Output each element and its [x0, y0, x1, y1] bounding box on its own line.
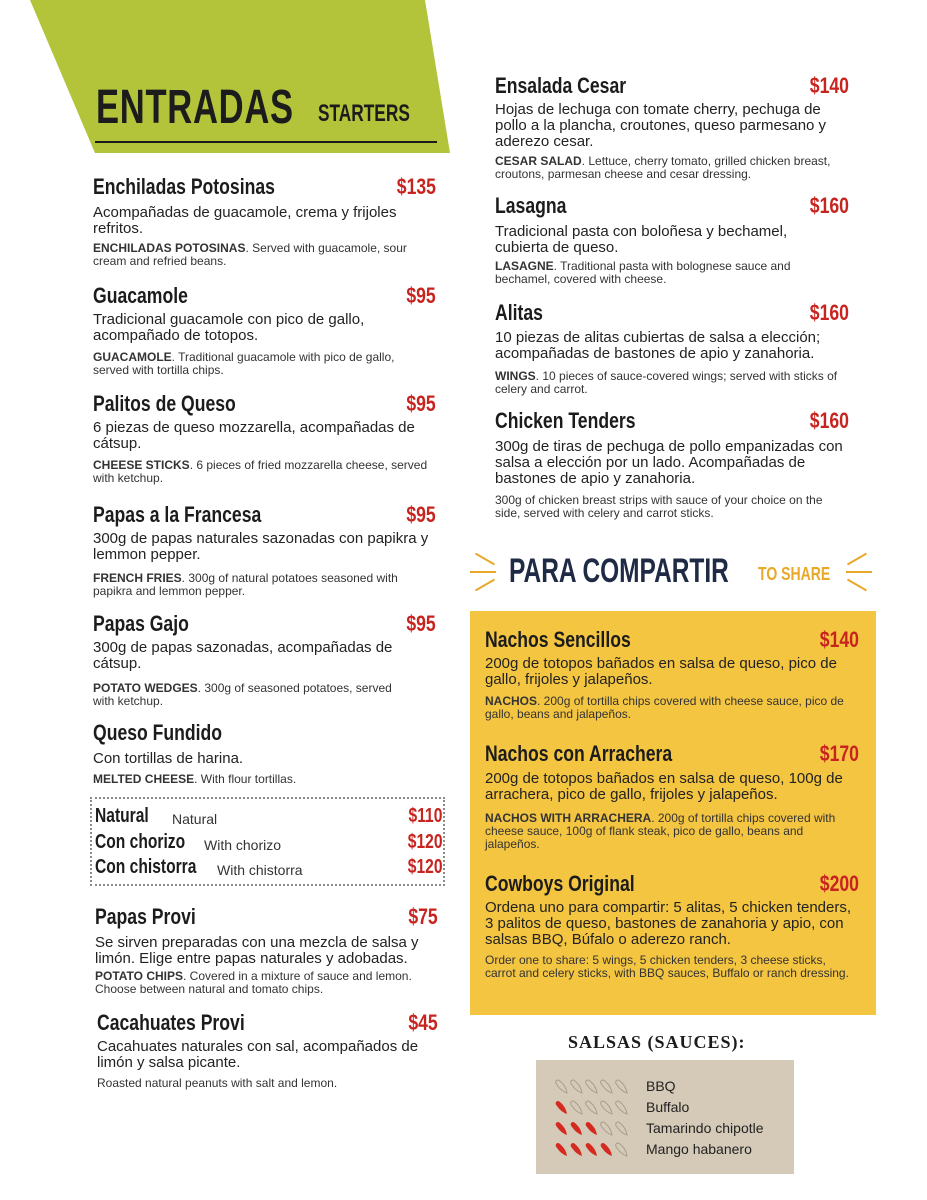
chili-pepper-icon: [616, 1143, 627, 1156]
chili-pepper-icon: [586, 1143, 597, 1156]
item-description-es: Cacahuates naturales con sal, acompañados de limón y salsa picante.: [97, 1038, 419, 1071]
item-name: Nachos Sencillos: [485, 627, 631, 652]
option-price: $120: [407, 831, 442, 853]
item-description-en: LASAGNE. Traditional pasta with bolognese sauce and bechamel, covered with cheese.: [495, 259, 791, 286]
item-description-en: WINGS. 10 pieces of sauce-covered wings; served with sticks of celery and carrot.: [495, 369, 838, 396]
item-description-es: Tradicional guacamole con pico de gallo, acompañado de totopos.: [93, 311, 365, 344]
chili-pepper-icon: [556, 1143, 567, 1156]
chili-pepper-icon: [571, 1143, 582, 1156]
chili-pepper-icon: [616, 1080, 627, 1093]
option-price: $120: [407, 856, 442, 878]
item-description-es: 200g de totopos bañados en salsa de queso, 100g de arrachera, pico de gallo, frijoles y jalapeños.: [485, 770, 843, 803]
chili-pepper-icon: [556, 1122, 567, 1135]
pepper-heat-icon: [554, 1141, 634, 1157]
share-section-title: PARA COMPARTIR: [509, 552, 729, 590]
menu-item-chicken-tenders: [495, 408, 849, 523]
option-name-en: With chistorra: [217, 862, 303, 878]
menu-item-papas-francesa: [93, 502, 436, 602]
item-name: Ensalada Cesar: [495, 73, 627, 98]
item-description-en: NACHOS WITH ARRACHERA. 200g of tortilla chips covered with cheese sauce, 100g of flank steak, pico de gallo, beans and jalapeños.: [485, 811, 836, 851]
menu-item-ensalada-cesar: [495, 73, 849, 188]
item-name: Cacahuates Provi: [97, 1010, 245, 1035]
salsa-name: BBQ: [646, 1078, 676, 1094]
option-name: Con chorizo: [95, 831, 186, 853]
chili-pepper-icon: [586, 1101, 597, 1114]
salsa-name: Mango habanero: [646, 1141, 752, 1157]
item-name: Enchiladas Potosinas: [93, 174, 275, 199]
item-description-es: Acompañadas de guacamole, crema y frijoles refritos.: [93, 204, 397, 237]
item-price: $140: [809, 73, 849, 98]
option-name-en: Natural: [172, 811, 218, 827]
share-section-subtitle: TO SHARE: [758, 564, 831, 584]
chili-pepper-icon: [601, 1080, 612, 1093]
option-name-en: With chorizo: [204, 837, 282, 853]
item-description-en: POTATO WEDGES. 300g of seasoned potatoes, served with ketchup.: [93, 681, 392, 708]
menu-item-enchiladas: [93, 174, 436, 274]
menu-item-nachos-arrachera: [485, 741, 859, 856]
menu-item-papas-provi: [95, 904, 438, 1004]
option-row-chorizo: [95, 831, 442, 855]
ray-decoration: [470, 571, 496, 573]
menu-item-cacahuates: [97, 1010, 438, 1100]
item-description-es: Se sirven preparadas con una mezcla de salsa y limón. Elige entre papas naturales y adobadas.: [95, 934, 419, 967]
chili-pepper-icon: [601, 1101, 612, 1114]
salsa-name: Buffalo: [646, 1099, 690, 1115]
item-description-es: Tradicional pasta con boloñesa y bechamel, cubierta de queso.: [495, 223, 788, 256]
item-price: $75: [408, 904, 438, 929]
item-name: Queso Fundido: [93, 720, 223, 745]
pepper-heat-icon: [554, 1078, 634, 1094]
item-price: $170: [819, 741, 859, 766]
item-price: $160: [809, 193, 849, 218]
pepper-heat-icon: [554, 1120, 634, 1136]
chili-pepper-icon: [616, 1122, 627, 1135]
item-description-es: Hojas de lechuga con tomate cherry, pechuga de pollo a la plancha, croutones, queso parmesano y aderezo cesar.: [495, 101, 827, 150]
ray-decoration: [475, 579, 495, 592]
salsa-row-mango: [554, 1139, 784, 1159]
item-name: Chicken Tenders: [495, 408, 636, 433]
queso-fundido-options: [90, 797, 445, 886]
pepper-heat-icon: [554, 1099, 634, 1115]
menu-item-lasagna: [495, 193, 849, 293]
option-row-chistorra: [95, 856, 442, 880]
item-description-es: 200g de totopos bañados en salsa de queso, pico de gallo, frijoles y jalapeños.: [485, 655, 837, 688]
option-price: $110: [408, 805, 442, 827]
item-price: $95: [406, 502, 436, 527]
chili-pepper-icon: [556, 1080, 567, 1093]
salsa-row-bbq: [554, 1076, 784, 1096]
item-description-en: CESAR SALAD. Lettuce, cherry tomato, grilled chicken breast, croutons, parmesan cheese and cesar dressing.: [495, 154, 831, 181]
item-description-en: POTATO CHIPS. Covered in a mixture of sauce and lemon. Choose between natural and tomato chips.: [95, 969, 412, 996]
salsa-name: Tamarindo chipotle: [646, 1120, 764, 1136]
item-description-es: 300g de papas sazonadas, acompañadas de cátsup.: [93, 639, 393, 672]
item-description-es: 6 piezas de queso mozzarella, acompañadas de cátsup.: [93, 419, 415, 452]
item-price: $200: [819, 871, 859, 896]
item-price: $140: [819, 627, 859, 652]
menu-item-alitas: [495, 300, 849, 400]
item-name: Palitos de Queso: [93, 391, 236, 416]
ray-decoration: [475, 553, 495, 566]
item-description-en: Roasted natural peanuts with salt and lemon.: [97, 1076, 338, 1090]
item-name: Papas Gajo: [93, 611, 189, 636]
item-description-en: ENCHILADAS POTOSINAS. Served with guacamole, sour cream and refried beans.: [93, 241, 407, 268]
chili-pepper-icon: [586, 1080, 597, 1093]
item-name: Nachos con Arrachera: [485, 741, 673, 766]
item-price: $160: [809, 300, 849, 325]
item-price: $95: [406, 283, 436, 308]
item-name: Alitas: [495, 300, 543, 325]
ray-decoration: [846, 571, 872, 573]
salsa-row-tamarindo: [554, 1118, 784, 1138]
ray-decoration: [847, 579, 867, 592]
item-price: $45: [408, 1010, 438, 1035]
option-name: Con chistorra: [95, 856, 197, 878]
section-title: ENTRADAS: [96, 81, 294, 134]
chili-pepper-icon: [616, 1101, 627, 1114]
item-name: Guacamole: [93, 283, 188, 308]
item-description-es: 10 piezas de alitas cubiertas de salsa a elección; acompañadas de bastones de apio y zanahoria.: [495, 329, 821, 362]
chili-pepper-icon: [571, 1101, 582, 1114]
chili-pepper-icon: [586, 1122, 597, 1135]
menu-item-palitos: [93, 391, 436, 491]
item-price: $135: [396, 174, 436, 199]
item-name: Lasagna: [495, 193, 567, 218]
section-subtitle: STARTERS: [318, 100, 410, 127]
menu-item-guacamole: [93, 283, 436, 383]
ray-decoration: [847, 553, 867, 566]
menu-item-cowboys-original: [485, 871, 859, 1001]
option-name: Natural: [95, 805, 149, 827]
menu-item-papas-gajo: [93, 611, 436, 711]
item-description-en: GUACAMOLE. Traditional guacamole with pico de gallo, served with tortilla chips.: [93, 350, 395, 377]
item-description-es: 300g de papas naturales sazonadas con papikra y lemmon pepper.: [93, 530, 429, 563]
item-price: $160: [809, 408, 849, 433]
item-description-es: Ordena uno para compartir: 5 alitas, 5 chicken tenders, 3 palitos de queso, bastones de zanahoria y apio, con salsas BBQ, Búfalo o aderezo ranch.: [485, 899, 852, 948]
chili-pepper-icon: [601, 1122, 612, 1135]
chili-pepper-icon: [556, 1101, 567, 1114]
item-name: Papas Provi: [95, 904, 196, 929]
item-name: Papas a la Francesa: [93, 502, 262, 527]
chili-pepper-icon: [571, 1122, 582, 1135]
item-description-en: NACHOS. 200g of tortilla chips covered with cheese sauce, pico de gallo, beans and jalapeños.: [485, 694, 844, 721]
chili-pepper-icon: [571, 1080, 582, 1093]
item-description-en: 300g of chicken breast strips with sauce of your choice on the side, served with celery and carrot sticks.: [495, 493, 823, 520]
menu-item-queso-fundido: [93, 720, 436, 790]
item-name: Cowboys Original: [485, 871, 635, 896]
item-description-en: CHEESE STICKS. 6 pieces of fried mozzarella cheese, served with ketchup.: [93, 458, 428, 485]
salsas-panel: [536, 1060, 794, 1174]
salsa-row-buffalo: [554, 1097, 784, 1117]
header-divider: [95, 141, 437, 143]
salsas-title: SALSAS (SAUCES):: [568, 1032, 746, 1052]
item-description-en: MELTED CHEESE. With flour tortillas.: [93, 772, 297, 786]
chili-pepper-icon: [601, 1143, 612, 1156]
item-description-en: FRENCH FRIES. 300g of natural potatoes seasoned with papikra and lemmon pepper.: [93, 571, 398, 598]
item-price: $95: [406, 391, 436, 416]
item-price: $95: [406, 611, 436, 636]
menu-item-nachos-sencillos: [485, 627, 859, 727]
item-description-es: 300g de tiras de pechuga de pollo empanizadas con salsa a elección por un lado. Acompañadas de bastones de apio y zanahoria.: [495, 438, 843, 487]
item-description-es: Con tortillas de harina.: [93, 750, 244, 767]
option-row-natural: [95, 805, 442, 829]
item-description-en: Order one to share: 5 wings, 5 chicken tenders, 3 cheese sticks, carrot and celery sticks, with BBQ sauces, Buffalo or ranch dressing.: [485, 953, 849, 980]
